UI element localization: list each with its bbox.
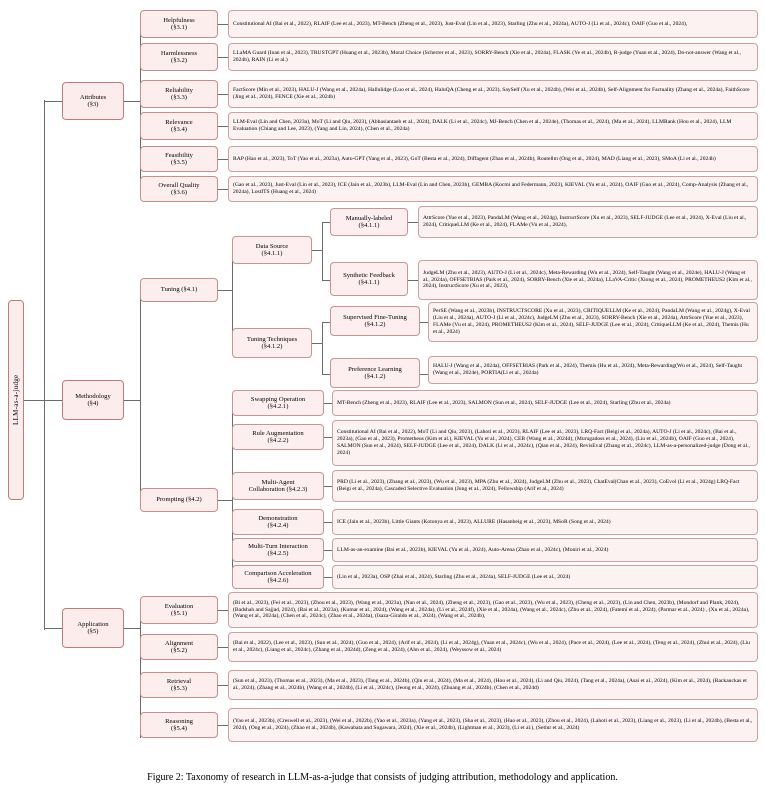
root-label: LLM-as-a-judge <box>12 374 20 426</box>
category-label: Helpfulness (§3.1) <box>163 16 195 31</box>
leaf-helpfulness: Constitutional AI (Bai et al., 2022), RLAIF (Lee et al., 2023), MT-Bench (Zheng et al., 2023), Just-Eval (Lin et al., 2023), Starling (Zhu et al., 2024a), AUTO-J (Li et al., 2024c), OAIF (Guo et al., 2024), <box>228 10 758 38</box>
connector <box>24 400 44 401</box>
group-tuning-techniques[interactable] <box>232 328 312 358</box>
category-label: Demonstration (§4.2.4) <box>258 514 298 529</box>
connector <box>322 280 330 281</box>
group-prompting[interactable] <box>140 488 218 512</box>
connector <box>124 628 140 629</box>
category-swapping-operation[interactable] <box>232 390 324 416</box>
category-reasoning[interactable] <box>140 712 218 738</box>
category-relevance[interactable] <box>140 112 218 140</box>
connector <box>44 400 62 401</box>
category-reliability[interactable] <box>140 80 218 108</box>
leaf-overall-quality: (Gao et al., 2023), Just-Eval (Lin et al., 2023), ICE (Jain et al., 2023b), LLM-Eval (Lin and Chen, 2023b), GEMBA (Kocmi and Federmann, 2023), KIEVAL (Yu et al., 2024), OAIF (Guo et al., 2024), Comp-Analysis (Zhang et al., 2024a), LostITS (Huang et al., 2024) <box>228 176 758 202</box>
category-label: Reasoning (§5.4) <box>165 717 193 732</box>
branch-attributes[interactable] <box>62 82 124 120</box>
connector <box>322 222 330 223</box>
category-label: Manually-labeled (§4.1.1) <box>345 214 393 229</box>
category-supervised-fine-tuning[interactable] <box>330 306 420 336</box>
connector <box>218 94 228 95</box>
connector <box>420 374 428 375</box>
leaf-rule-augmentation: Constitutional AI (Bai et al., 2022), MoT (Li and Qiu, 2023), (Lahoti et al., 2023), RLAIF (Lee et al., 2023), LRQ-Fact (Beigi et al., 2024a), AUTO-J (Li et al., 2024c), (Bai et al., 2023a), (Gao et al., 2023), Prometheus (Kim et al.), KIEVAL (Yu et al., 2024), CEB (Wang et al., 2024d), (Murugadoss et al., 2024), (Liu et al., 2024b), OAIF (Guo et al., 2024), SALMON (Sun et al., 2024), SELF-JUDGE (Lee et al., 2024), DALK (Li et al., 2024c), (Qian et al., 2024), RevisEval (Zhang et al., 2024c), LLM-as-a-personalized-judge (Dong et al., 2024) <box>332 420 758 466</box>
connector <box>124 101 140 102</box>
connector <box>324 403 332 404</box>
connector <box>218 685 228 686</box>
leaf-evaluation: (Bi et al., 2023), (Fei et al., 2023), (Zhou et al., 2023), (Wang et al., 2023a), (Nan et al., 2024), (Zheng et al., 2023), (Gao et al., 2023), (Wu et al., 2023), (Cheng et al., 2023), (Lin and Chen, 2023b), (Mondorf and Plank, 2024), (Badshah and Sajjad, 2024), (Bai et al., 2023a), (Kumar et al., 2024), (Wang et al., 2024a), (Li et al., 2024f), (Xie et al., 2024a), (Wang et al., 2024c), (Zhu et al., 2024), (Fatemi et al., 2024), (Parmar et al., 2024) , (Xu et al., 2024a), (Wang et al., 2024a), (Chen et al., 2024c), (Zhao et al., 2024a), (Isaza-Giraldo et al., 2024), (Wang et al., 2024b), <box>228 592 758 628</box>
leaf-feasibility: RAP (Hao et al., 2023), ToT (Yao et al., 2023a), Auto-GPT (Yang et al., 2023), GoT (Besta et al., 2024), Diffagent (Zhao et al., 2024b), Routellm (Ong et al., 2024), MAD (Liang et al., 2023), SMoA (Li et al., 2024b) <box>228 146 758 172</box>
connector <box>140 290 141 500</box>
connector <box>324 550 332 551</box>
connector <box>420 322 428 323</box>
category-multi-turn-interaction[interactable] <box>232 538 324 562</box>
leaf-comparison-acceleration: (Lin et al., 2023a), OSP (Zhai et al., 2024), Starling (Zhu et al., 2024a), SELF-JUDGE (Lee et al., 2024) <box>332 565 758 589</box>
connector <box>312 343 322 344</box>
category-alignment[interactable] <box>140 634 218 660</box>
leaf-reasoning: (Yao et al., 2023b), (Creswell et al., 2023), (Wei et al., 2022b), (Yao et al., 2023a), (Yang et al., 2023), (Sha et al., 2023), (Hao et al., 2023), (Zhou et al., 2024), (Lahoti et al., 2023), (Liang et al., 2023), (Li et al., 2024b), (Besta et al., 2024), (Ong et al., 2024), (Zhao et al., 2024b), (Kawabata and Sugawara, 2024), (Xie et al., 2024b), (Lightman et al., 2023), (Li et al.), (Setlur et al., 2024) <box>228 708 758 742</box>
group-label: Tuning (§4.1) <box>160 286 198 294</box>
connector <box>324 577 332 578</box>
category-label: Swapping Operation (§4.2.1) <box>250 395 306 410</box>
category-label: Multi-Turn Interaction (§4.2.5) <box>248 542 308 557</box>
category-comparison-acceleration[interactable] <box>232 565 324 589</box>
group-tuning[interactable] <box>140 278 218 302</box>
connector <box>408 280 418 281</box>
leaf-harmlessness: LLaMA Guard (Inan et al., 2023), TRUSTGPT (Huang et al., 2023b), Moral Choice (Scherrer et al., 2023), SORRY-Bench (Xie et al., 2024a), FLASK (Ye et al., 2024b), R-judge (Yuan et al., 2024), Do-not-answer (Wang et al., 2024b), RAIN (Li et al.) <box>228 43 758 71</box>
leaf-synthetic-feedback: JudgeLM (Zhu et al., 2023), AUTO-J (Li et al., 2024c), Meta-Rewarding (Wu et al., 2024), Self-Taught (Wang et al., 2024e), HALU-J (Wang et al., 2024a), OFFSETBIAS (Park et al., 2024), SORRY-Bench (Xie et al., 2024a), LLaVA-Critic (Xiong et al., 2024), PROMETHEUS2 (Kim et al., 2024), InstructScore (Xu et al., 2023), <box>418 260 758 300</box>
category-label: Harmlessness (§3.2) <box>160 49 198 64</box>
category-retrieval[interactable] <box>140 672 218 698</box>
connector <box>44 100 45 630</box>
connector <box>322 322 323 374</box>
leaf-demonstration: ICE (Jain et al., 2023b), Little Giants (Kotonya et al., 2023), ALLURE (Hasanbeig et al., 2023), MSoR (Song et al., 2024) <box>332 509 758 535</box>
connector <box>218 159 228 160</box>
leaf-swapping-operation: MT-Bench (Zheng et al., 2023), RLAIF (Lee et al., 2023), SALMON (Sun et al., 2024), SELF-JUDGE (Lee et al., 2024), Starling (Zhu et al., 2024a) <box>332 390 758 416</box>
category-label: Evaluation (§5.1) <box>164 602 194 617</box>
connector <box>218 24 228 25</box>
category-label: Relevance (§3.4) <box>165 118 193 133</box>
leaf-multi-agent-collaboration: PRD (Li et al., 2023), (Zhang et al., 2023), (Wu et al., 2023), MPA (Zhu et al., 2024), JudgeLM (Zhu et al., 2023), ChatEval(Chan et al., 2023), CoEvol (Li et al., 2024g) LRQ-Fact (Beigi et al., 2024a), Cascaded Selective Evaluation (Jung et al., 2024), Fellowship (Arif et al., 2024) <box>332 470 758 502</box>
connector <box>218 290 232 291</box>
connector <box>218 57 228 58</box>
connector <box>218 647 228 648</box>
connector <box>312 250 322 251</box>
category-multi-agent-collaboration[interactable] <box>232 472 324 500</box>
category-label: Comparison Acceleration (§4.2.6) <box>244 569 312 584</box>
connector <box>124 400 140 401</box>
connector <box>322 222 323 280</box>
connector <box>218 725 228 726</box>
category-rule-augmentation[interactable] <box>232 424 324 450</box>
connector <box>324 437 332 438</box>
category-helpfulness[interactable] <box>140 10 218 38</box>
connector <box>218 610 228 611</box>
connector <box>322 374 330 375</box>
category-overall-quality[interactable] <box>140 176 218 202</box>
branch-label: Methodology (§4) <box>75 392 111 407</box>
category-label: Reliability (§3.3) <box>165 86 193 101</box>
leaf-reliability: FactScore (Min et al., 2023), HALU-J (Wang et al., 2024a), Hallulidge (Luo et al., 2024), HaluQA (Cheng et al., 2023), SaySelf (Xu et al., 2024b), (Wei et al., 2024b), Self-Alignment for Factuality (Zhang et al., 2024a), FaithScore (Jing et al., 2024), FENCE (Xie et al., 2024b) <box>228 80 758 108</box>
leaf-multi-turn-interaction: LLM-as-an-examine (Bai et al., 2023b), KIEVAL (Yu et al., 2024), Auto-Arena (Zhao et al., 2024c), (Moniri et al., 2024) <box>332 538 758 562</box>
connector <box>218 500 232 501</box>
branch-label: Attributes (§3) <box>79 93 107 108</box>
connector <box>324 486 332 487</box>
leaf-alignment: (Bai et al., 2022), (Lee et al., 2023), (Sun et al., 2024), (Guo et al., 2024), (Arif et al., 2024), (Li et al., 2024g), (Yuan et al., 2024c), (Wu et al., 2024), (Pace et al., 2024), (Lee et al., 2024), (Teng et al., 2024), (Zhui et al., 2024), (Liu et al., 2024c), (Liang et al., 2024c), (Zhang et al., 2024d), (Zeng et al., 2024), (Ahn et al., 2024), (Weyssow et al., 2024) <box>228 632 758 662</box>
category-preference-learning[interactable] <box>330 358 420 388</box>
category-label: Multi-Agent Collaboration (§4.2.3) <box>248 478 308 493</box>
category-label: Feasibility (§3.5) <box>165 151 193 166</box>
category-manually-labeled[interactable] <box>330 208 408 236</box>
category-harmlessness[interactable] <box>140 43 218 71</box>
category-synthetic-feedback[interactable] <box>330 262 408 296</box>
category-label: Retrieval (§5.3) <box>166 677 192 692</box>
branch-application[interactable] <box>62 608 124 648</box>
category-evaluation[interactable] <box>140 596 218 624</box>
leaf-manually-labeled: AttrScore (Yue et al., 2023), PandaLM (Wang et al., 2024g), InstructScore (Xu et al., 2023), SELF-JUDGE (Lee et al., 2024), X-Eval (Liu et al., 2024), CritiqueLLM (Ke et al., 2024), FLAMe (Vu et al., 2024), <box>418 206 758 238</box>
category-label: Synthetic Feedback (§4.1.1) <box>343 271 395 286</box>
connector <box>322 322 330 323</box>
connector <box>44 101 62 102</box>
branch-methodology[interactable] <box>62 380 124 420</box>
connector <box>218 189 228 190</box>
group-data-source[interactable] <box>232 236 312 264</box>
leaf-preference-learning: HALU-J (Wang et al., 2024a), OFFSETBIAS (Park et al., 2024), Themis (Hu et al., 2024), Meta-Rewarding(Wu et al., 2024), Self-Taught (Wang et al., 2024e), PORTIA(Li et al., 2024a) <box>428 356 758 384</box>
group-label: Tuning Techniques (§4.1.2) <box>246 335 298 350</box>
category-label: Rule Augmentation (§4.2.2) <box>252 429 304 444</box>
category-label: Supervised Fine-Tuning (§4.1.2) <box>343 313 407 328</box>
figure-caption: Figure 2: Taxonomy of research in LLM-as-a-judge that consists of judging attribution, methodology and application. <box>147 772 618 783</box>
connector <box>324 522 332 523</box>
connector <box>408 222 418 223</box>
root-node <box>8 300 24 500</box>
category-label: Overall Quality (§3.6) <box>158 181 200 196</box>
leaf-relevance: LLM-Eval (Lin and Chen, 2023a), MoT (Li and Qiu, 2023), (Abbasiantaeb et al., 2024), DALK (Li et al., 2024c), MJ-Bench (Chen et al., 2024e), (Thomas et al., 2024), (Ma et al., 2024), LLMRank (Hou et al., 2024), LLM Evaluation (Chiang and Lee, 2023), (Yang and Lin, 2024), (Chen et al., 2024a) <box>228 112 758 140</box>
group-label: Data Source (§4.1.1) <box>255 242 289 257</box>
category-label: Preference Learning (§4.1.2) <box>348 365 402 380</box>
leaf-supervised-fine-tuning: PerSE (Wang et al., 2023b), INSTRUCTSCORE (Xu et al., 2023), CRITIQUELLM (Ke et al., 2024), PandaLM (Wang et al., 2024g), X-Eval (Liu et al., 2024a), AUTO-J (Li et al., 2024c), JudgeLM (Zhu et al., 2023), SORRY-Bench (Xie et al., 2024a), AttrScore (Yue et al., 2023), FLAMe (Vu et al., 2024), PROMETHEUS2 (Kim et al., 2024), SELF-JUDGE (Lee et al., 2024), CritiqueLLM (Ke et al., 2024), Themis (Hu et al., 2024) <box>428 302 758 342</box>
category-feasibility[interactable] <box>140 146 218 172</box>
connector <box>218 126 228 127</box>
leaf-retrieval: (Sun et al., 2023), (Thomas et al., 2023), (Ma et al., 2023), (Tang et al., 2024b), (Qin et al., 2024), (Ma et al., 2024), (Hou et al., 2024), (Li and Qiu, 2024), (Tang et al., 2024a), (Asai et al., 2024), (Kim et al., 2024), (Rackauckas et al., 2024), (Zhang et al., 2024b), (Wang et al., 2024b), (Li et al., 2024c), (Jeong et al., 2024), (Zhuang et al., 2024b), (Chen et al., 2024d) <box>228 670 758 700</box>
connector <box>44 628 62 629</box>
category-demonstration[interactable] <box>232 509 324 535</box>
group-label: Prompting (§4.2) <box>156 496 202 504</box>
category-label: Alignment (§5.2) <box>164 639 194 654</box>
branch-label: Application (§5) <box>77 620 109 635</box>
